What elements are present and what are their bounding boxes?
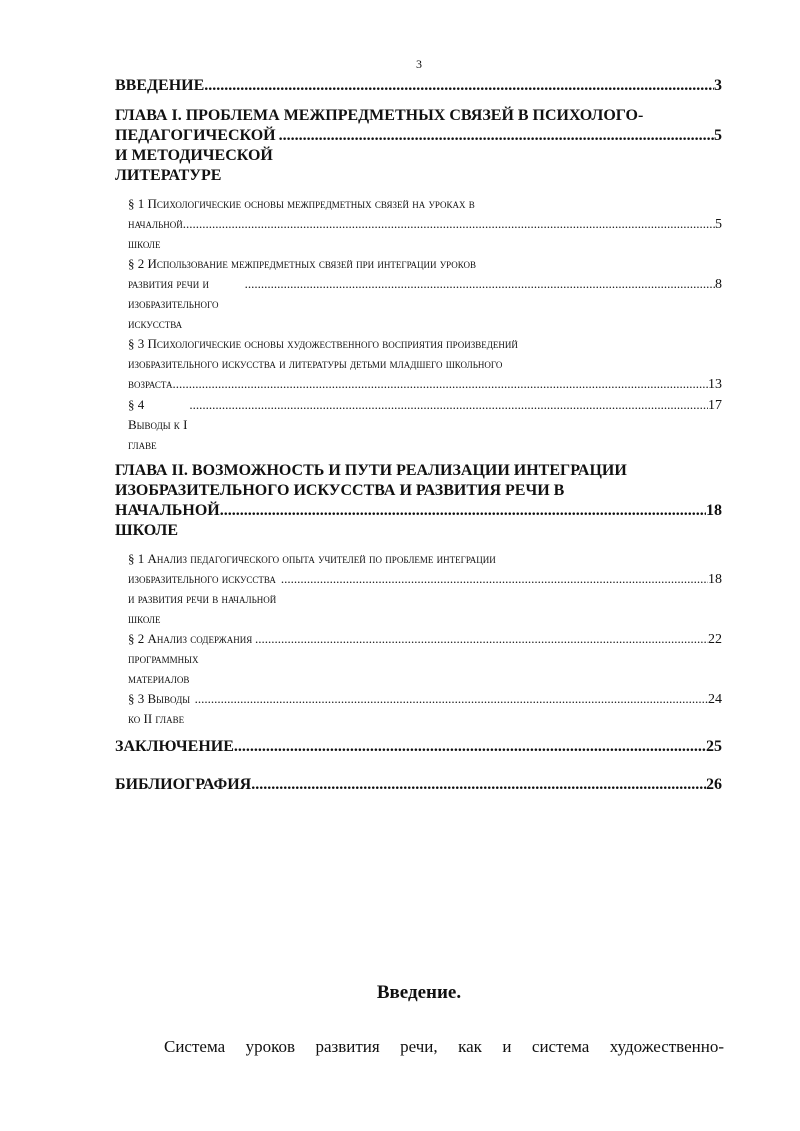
dot-leader	[245, 274, 715, 294]
toc-page-number: 17	[708, 398, 722, 413]
toc-entry-title: § 1 Анализ педагогического опыта учителей по проблеме интеграции	[128, 551, 496, 566]
toc-section-1-4[interactable]	[128, 395, 722, 455]
toc-entry-title: БИБЛИОГРАФИЯ	[115, 776, 252, 793]
toc-section-2-1[interactable]	[128, 549, 722, 629]
toc-page-number: 8	[715, 277, 722, 292]
toc-entry-title: ГЛАВА I. ПРОБЛЕМА МЕЖПРЕДМЕТНЫХ СВЯЗЕЙ В ПСИХОЛОГО-	[115, 107, 644, 124]
toc-page-number: 5	[715, 217, 722, 232]
dot-leader	[189, 395, 708, 415]
dot-leader	[195, 689, 708, 709]
dot-leader	[220, 501, 706, 521]
toc-conclusion[interactable]	[115, 737, 722, 757]
toc-page-number: 22	[708, 632, 722, 647]
toc-entry-title: § 3 Психологические основы художественного восприятия произведений	[128, 336, 518, 351]
toc-entry-title: § 3 Выводы ко II главе	[128, 691, 191, 726]
toc-page-number: 26	[706, 776, 722, 793]
toc-page-number: 18	[706, 502, 722, 519]
toc-section-1-3[interactable]	[128, 334, 722, 395]
body-paragraph-first-line: Система уроков развития речи, как и система художественно-	[164, 1037, 724, 1056]
dot-leader	[255, 629, 708, 649]
toc-section-1-1[interactable]	[128, 194, 722, 254]
toc-entry-title: НАЧАЛЬНОЙ ШКОЛЕ	[115, 502, 220, 539]
toc-section-2-2[interactable]	[128, 629, 722, 689]
toc-chapter-1[interactable]	[115, 106, 722, 186]
toc-page-number: 5	[714, 127, 722, 144]
dot-leader	[234, 737, 706, 757]
toc-entry-title: § 1 Психологические основы межпредметных связей на уроках в	[128, 196, 475, 211]
toc-entry-title: § 2 Анализ содержания программных материалов	[128, 631, 253, 686]
page-number: 3	[416, 57, 422, 71]
toc-entry-title: ЗАКЛЮЧЕНИЕ	[115, 738, 234, 755]
dot-leader	[172, 374, 708, 394]
table-of-contents	[115, 76, 722, 795]
toc-entry-title: § 2 Использование межпредметных связей при интеграции уроков	[128, 256, 477, 271]
toc-entry-title: ИЗОБРАЗИТЕЛЬНОГО ИСКУССТВА И РАЗВИТИЯ РЕЧИ В	[115, 482, 565, 499]
toc-section-2-3[interactable]	[128, 689, 722, 729]
toc-section-1-2[interactable]	[128, 254, 722, 334]
toc-entry-title: изобразительного искусства и развития речи в начальной школе	[128, 571, 277, 626]
toc-page-number: 13	[708, 377, 722, 392]
toc-entry-title: ГЛАВА II. ВОЗМОЖНОСТЬ И ПУТИ РЕАЛИЗАЦИИ ИНТЕГРАЦИИ	[115, 462, 627, 479]
toc-entry-title: § 4 Выводы к I главе	[128, 397, 188, 452]
section-heading: Введение.	[376, 982, 462, 1003]
toc-entry-title: ПЕДАГОГИЧЕСКОЙ И МЕТОДИЧЕСКОЙ ЛИТЕРАТУРЕ	[115, 127, 276, 184]
dot-leader	[183, 214, 715, 234]
toc-entry-title: возраста	[128, 376, 173, 391]
dot-leader	[281, 569, 708, 589]
toc-page-number: 3	[714, 77, 722, 94]
dot-leader	[279, 126, 714, 146]
toc-page-number: 25	[706, 738, 722, 755]
toc-page-number: 18	[708, 572, 722, 587]
toc-introduction[interactable]	[115, 76, 722, 96]
toc-entry-title: ВВЕДЕНИЕ	[115, 77, 205, 94]
toc-page-number: 24	[708, 692, 722, 707]
toc-entry-title: начальной школе	[128, 216, 183, 251]
toc-bibliography[interactable]	[115, 775, 722, 795]
toc-entry-title: развития речи и изобразительного искусства	[128, 276, 219, 331]
toc-chapter-2[interactable]	[115, 461, 722, 541]
dot-leader	[251, 775, 706, 795]
toc-entry-title: изобразительного искусства и литературы детьми младшего школьного	[128, 356, 503, 371]
dot-leader	[204, 76, 714, 96]
